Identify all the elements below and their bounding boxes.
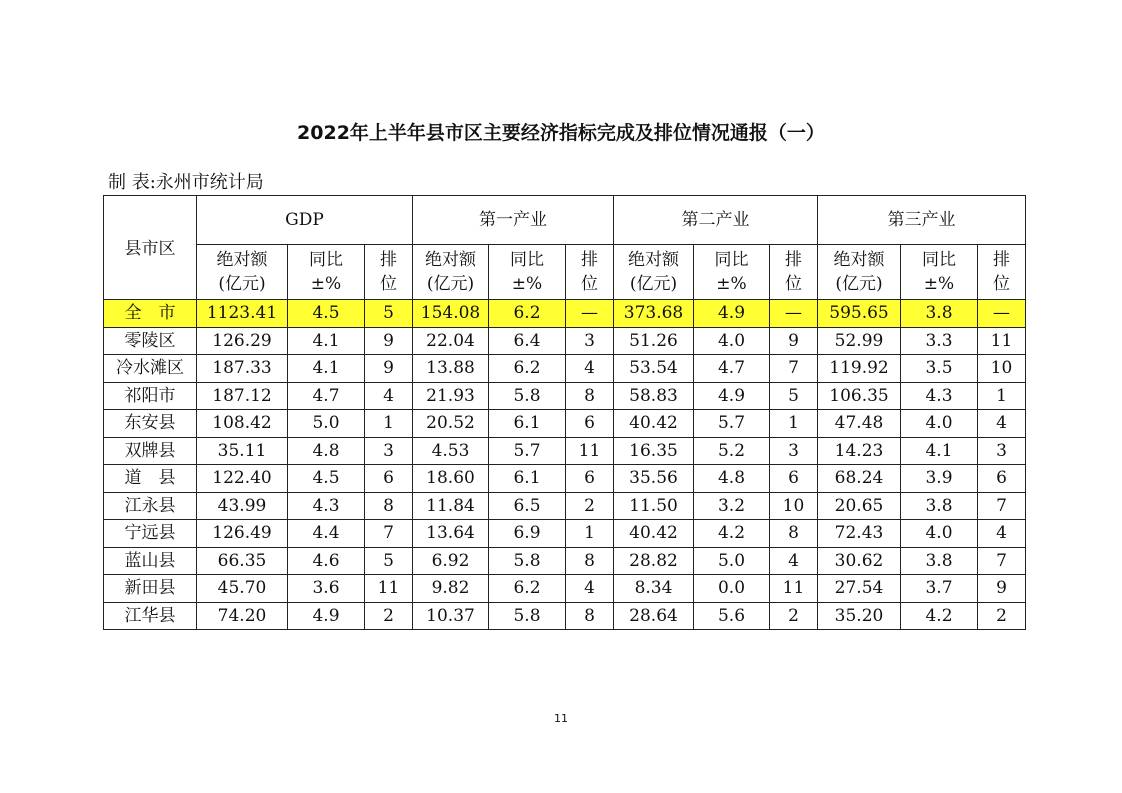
table-cell: 3.5 — [901, 355, 978, 383]
table-cell: 52.99 — [818, 327, 901, 355]
table-cell: 4.4 — [288, 520, 365, 548]
table-cell: 8 — [566, 602, 614, 630]
sub-header-line2: 位 — [785, 274, 802, 294]
table-cell: 11 — [770, 575, 818, 603]
sub-header-cell — [489, 245, 566, 300]
table-cell: 8 — [365, 492, 413, 520]
table-cell: 4 — [566, 355, 614, 383]
table-cell: 5.6 — [694, 602, 770, 630]
sub-header-cell — [413, 245, 489, 300]
table-cell: 3.6 — [288, 575, 365, 603]
table-cell: 9 — [770, 327, 818, 355]
sub-header-line1: 绝对额 — [833, 250, 885, 270]
sub-header-line1: 排 — [581, 250, 598, 270]
sub-header-cell — [288, 245, 365, 300]
region-header: 县市区 — [104, 196, 197, 300]
table-cell: 40.42 — [614, 520, 694, 548]
table-cell: 5.8 — [489, 602, 566, 630]
table-cell: — — [978, 300, 1026, 328]
sub-header-line2: 位 — [993, 274, 1010, 294]
sub-header-cell — [566, 245, 614, 300]
table-cell: — — [770, 300, 818, 328]
table-row — [104, 492, 1026, 520]
table-cell: 8.34 — [614, 575, 694, 603]
table-cell: 6.9 — [489, 520, 566, 548]
table-cell: 9.82 — [413, 575, 489, 603]
table-row — [104, 327, 1026, 355]
table-cell: 6 — [566, 410, 614, 438]
table-cell: 22.04 — [413, 327, 489, 355]
table-cell: 6 — [566, 465, 614, 493]
table-cell: 6.2 — [489, 300, 566, 328]
group-header-primary: 第一产业 — [413, 196, 614, 245]
table-cell: 5.7 — [489, 437, 566, 465]
sub-header-line2: 位 — [581, 274, 598, 294]
table-cell: 28.64 — [614, 602, 694, 630]
table-cell: 3.8 — [901, 300, 978, 328]
table-cell: 20.65 — [818, 492, 901, 520]
sub-header-line1: 排 — [993, 250, 1010, 270]
table-cell: 3.3 — [901, 327, 978, 355]
report-maker: 制 表:永州市统计局 — [108, 172, 264, 193]
table-cell: 6.92 — [413, 547, 489, 575]
table-cell: 66.35 — [197, 547, 288, 575]
region-cell: 冷水滩区 — [104, 355, 197, 383]
table-cell: 4.0 — [901, 410, 978, 438]
group-header-gdp: GDP — [197, 196, 413, 245]
region-cell: 宁远县 — [104, 520, 197, 548]
table-cell: 106.35 — [818, 382, 901, 410]
sub-header-line2: (亿元) — [218, 274, 266, 294]
table-cell: 47.48 — [818, 410, 901, 438]
table-cell: 4.6 — [288, 547, 365, 575]
table-cell: 122.40 — [197, 465, 288, 493]
table-cell: 126.49 — [197, 520, 288, 548]
table-cell: 187.33 — [197, 355, 288, 383]
sub-header-line1: 绝对额 — [628, 250, 679, 270]
table-cell: 3.8 — [901, 547, 978, 575]
region-cell: 江华县 — [104, 602, 197, 630]
economic-indicators-table — [103, 195, 1026, 630]
table-cell: — — [566, 300, 614, 328]
sub-header-line1: 同比 — [309, 250, 343, 270]
table-body — [104, 300, 1026, 630]
table-cell: 4.2 — [694, 520, 770, 548]
table-cell: 4 — [978, 410, 1026, 438]
region-cell: 道 县 — [104, 465, 197, 493]
sub-header-cell — [197, 245, 288, 300]
table-cell: 126.29 — [197, 327, 288, 355]
table-row — [104, 602, 1026, 630]
table-cell: 2 — [770, 602, 818, 630]
table-cell: 1 — [770, 410, 818, 438]
table-cell: 30.62 — [818, 547, 901, 575]
table-cell: 8 — [566, 547, 614, 575]
table-cell: 6.5 — [489, 492, 566, 520]
region-cell: 双牌县 — [104, 437, 197, 465]
table-cell: 40.42 — [614, 410, 694, 438]
table-cell: 10 — [978, 355, 1026, 383]
sub-header-cell — [901, 245, 978, 300]
table-cell: 4.3 — [288, 492, 365, 520]
table-cell: 14.23 — [818, 437, 901, 465]
table-cell: 4 — [365, 382, 413, 410]
sub-header-line1: 同比 — [714, 250, 749, 270]
table-cell: 3 — [978, 437, 1026, 465]
table-row — [104, 410, 1026, 438]
table-cell: 3.7 — [901, 575, 978, 603]
table-cell: 4.5 — [288, 465, 365, 493]
table-cell: 4.7 — [694, 355, 770, 383]
table-cell: 13.88 — [413, 355, 489, 383]
table-cell: 11 — [978, 327, 1026, 355]
table-cell: 154.08 — [413, 300, 489, 328]
sub-header-line1: 绝对额 — [425, 250, 476, 270]
table-cell: 11.84 — [413, 492, 489, 520]
table-cell: 3 — [365, 437, 413, 465]
table-cell: 28.82 — [614, 547, 694, 575]
table-cell: 4 — [566, 575, 614, 603]
table-cell: 9 — [365, 327, 413, 355]
table-cell: 6.1 — [489, 410, 566, 438]
table-cell: 35.20 — [818, 602, 901, 630]
region-cell: 蓝山县 — [104, 547, 197, 575]
table-row — [104, 437, 1026, 465]
table-cell: 3.8 — [901, 492, 978, 520]
table-cell: 53.54 — [614, 355, 694, 383]
sub-header-line1: 同比 — [510, 250, 544, 270]
table-cell: 0.0 — [694, 575, 770, 603]
region-cell: 零陵区 — [104, 327, 197, 355]
sub-header-cell — [818, 245, 901, 300]
table-cell: 187.12 — [197, 382, 288, 410]
table-cell: 35.56 — [614, 465, 694, 493]
table-cell: 6.2 — [489, 355, 566, 383]
sub-header-cell — [978, 245, 1026, 300]
table-cell: 3 — [566, 327, 614, 355]
table-cell: 35.11 — [197, 437, 288, 465]
table-cell: 6.1 — [489, 465, 566, 493]
sub-header-cell — [770, 245, 818, 300]
sub-header-line2: ±% — [923, 274, 955, 294]
sub-header-line2: ±% — [310, 274, 342, 294]
table-cell: 4.3 — [901, 382, 978, 410]
region-cell: 全 市 — [104, 300, 197, 328]
region-cell: 新田县 — [104, 575, 197, 603]
table-cell: 11 — [365, 575, 413, 603]
table-cell: 4 — [770, 547, 818, 575]
report-title: 2022年上半年县市区主要经济指标完成及排位情况通报（一） — [297, 122, 825, 144]
table-cell: 1 — [566, 520, 614, 548]
table-cell: 7 — [770, 355, 818, 383]
table-cell: 27.54 — [818, 575, 901, 603]
table-cell: 5.0 — [288, 410, 365, 438]
sub-header-line2: ±% — [511, 274, 543, 294]
table-cell: 6 — [978, 465, 1026, 493]
table-cell: 4.1 — [901, 437, 978, 465]
table-cell: 8 — [770, 520, 818, 548]
table-cell: 58.83 — [614, 382, 694, 410]
sub-header-row — [104, 245, 1026, 300]
table-cell: 1123.41 — [197, 300, 288, 328]
table-cell: 9 — [978, 575, 1026, 603]
table-cell: 2 — [566, 492, 614, 520]
table-cell: 4.9 — [694, 382, 770, 410]
sub-header-cell — [365, 245, 413, 300]
table-cell: 43.99 — [197, 492, 288, 520]
table-row-total — [104, 300, 1026, 328]
table-cell: 7 — [365, 520, 413, 548]
sub-header-line2: (亿元) — [835, 274, 883, 294]
table-cell: 21.93 — [413, 382, 489, 410]
table-cell: 4.2 — [901, 602, 978, 630]
table-cell: 51.26 — [614, 327, 694, 355]
table-row — [104, 575, 1026, 603]
region-cell: 东安县 — [104, 410, 197, 438]
table-cell: 8 — [566, 382, 614, 410]
table-cell: 1 — [978, 382, 1026, 410]
table-cell: 5.8 — [489, 547, 566, 575]
table-cell: 5 — [770, 382, 818, 410]
table-cell: 2 — [978, 602, 1026, 630]
table-cell: 6.4 — [489, 327, 566, 355]
table-row — [104, 355, 1026, 383]
table-cell: 4.53 — [413, 437, 489, 465]
table-row — [104, 547, 1026, 575]
table-cell: 68.24 — [818, 465, 901, 493]
page-number: 11 — [554, 712, 568, 725]
group-header-secondary: 第二产业 — [614, 196, 818, 245]
group-header-tertiary: 第三产业 — [818, 196, 1026, 245]
table-cell: 4.0 — [694, 327, 770, 355]
table-cell: 6 — [770, 465, 818, 493]
table-cell: 119.92 — [818, 355, 901, 383]
table-row — [104, 382, 1026, 410]
table-cell: 6 — [365, 465, 413, 493]
sub-header-line1: 排 — [380, 250, 397, 270]
table-cell: 4.7 — [288, 382, 365, 410]
table-cell: 13.64 — [413, 520, 489, 548]
sub-header-line2: (亿元) — [426, 274, 475, 294]
table-cell: 4.0 — [901, 520, 978, 548]
region-cell: 祁阳市 — [104, 382, 197, 410]
sub-header-line2: ±% — [716, 274, 747, 294]
table-cell: 5.0 — [694, 547, 770, 575]
sub-header-line2: 位 — [380, 274, 397, 294]
table-row — [104, 520, 1026, 548]
table-row — [104, 465, 1026, 493]
table-cell: 1 — [365, 410, 413, 438]
table-cell: 5.8 — [489, 382, 566, 410]
sub-header-line1: 排 — [785, 250, 802, 270]
table-cell: 3.2 — [694, 492, 770, 520]
table-cell: 3 — [770, 437, 818, 465]
table-cell: 11 — [566, 437, 614, 465]
table-cell: 4 — [978, 520, 1026, 548]
sub-header-cell — [694, 245, 770, 300]
sub-header-cell — [614, 245, 694, 300]
table-cell: 4.9 — [288, 602, 365, 630]
table-cell: 74.20 — [197, 602, 288, 630]
table-cell: 4.5 — [288, 300, 365, 328]
table-cell: 6.2 — [489, 575, 566, 603]
table-cell: 4.8 — [694, 465, 770, 493]
table-cell: 72.43 — [818, 520, 901, 548]
table-cell: 108.42 — [197, 410, 288, 438]
table-cell: 5 — [365, 547, 413, 575]
table-cell: 4.1 — [288, 327, 365, 355]
table-cell: 4.1 — [288, 355, 365, 383]
table-cell: 20.52 — [413, 410, 489, 438]
table-cell: 16.35 — [614, 437, 694, 465]
table-cell: 7 — [978, 492, 1026, 520]
table-cell: 5.2 — [694, 437, 770, 465]
table-cell: 373.68 — [614, 300, 694, 328]
sub-header-line1: 同比 — [922, 250, 956, 270]
table-cell: 11.50 — [614, 492, 694, 520]
table-cell: 10 — [770, 492, 818, 520]
table-cell: 595.65 — [818, 300, 901, 328]
table-cell: 45.70 — [197, 575, 288, 603]
region-cell: 江永县 — [104, 492, 197, 520]
sub-header-line2: (亿元) — [629, 274, 678, 294]
table-cell: 4.8 — [288, 437, 365, 465]
table-cell: 5 — [365, 300, 413, 328]
table-cell: 10.37 — [413, 602, 489, 630]
table-cell: 7 — [978, 547, 1026, 575]
table-cell: 5.7 — [694, 410, 770, 438]
table-cell: 2 — [365, 602, 413, 630]
table-cell: 3.9 — [901, 465, 978, 493]
table-cell: 9 — [365, 355, 413, 383]
table-cell: 4.9 — [694, 300, 770, 328]
sub-header-line1: 绝对额 — [216, 250, 268, 270]
table-cell: 18.60 — [413, 465, 489, 493]
